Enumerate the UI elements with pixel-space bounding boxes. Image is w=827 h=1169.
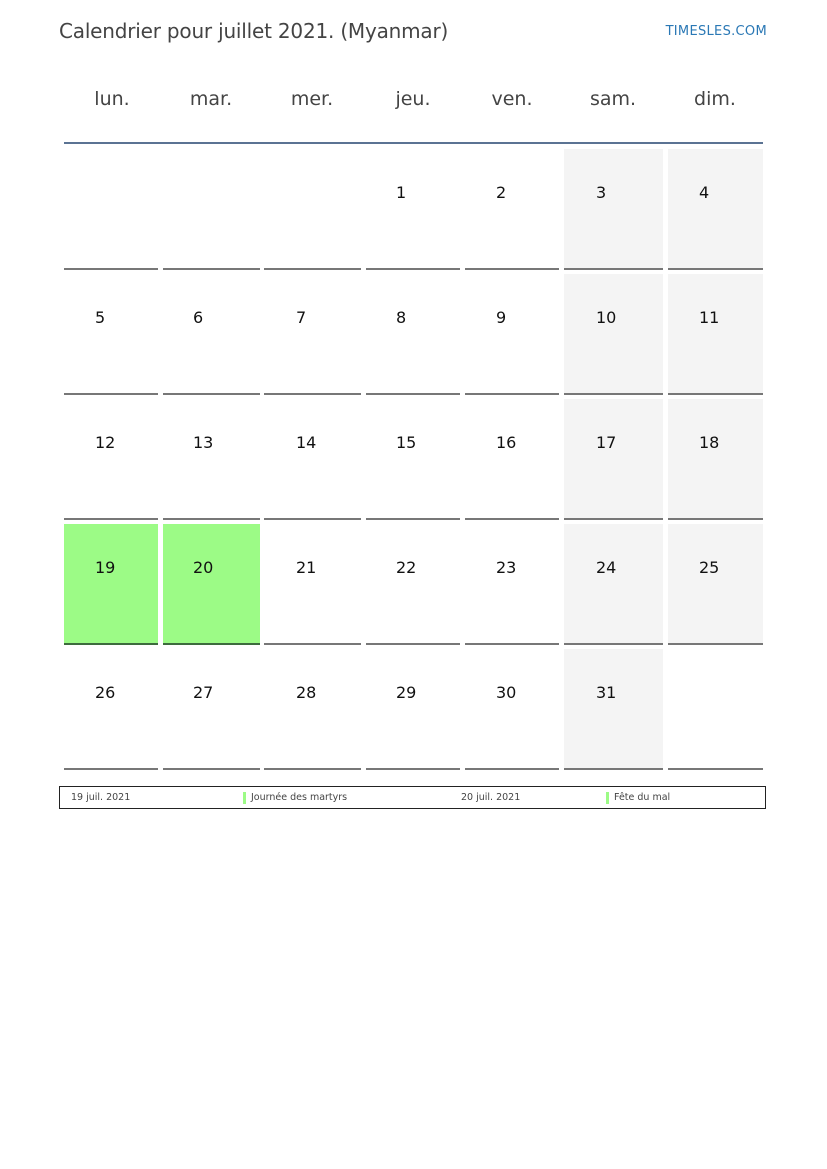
calendar-day-8 xyxy=(366,274,460,395)
day-number: 25 xyxy=(699,558,720,577)
day-number: 14 xyxy=(296,433,317,452)
calendar-day-29 xyxy=(366,649,460,770)
calendar-day-22 xyxy=(366,524,460,645)
page-title: Calendrier pour juillet 2021. (Myanmar) xyxy=(59,19,449,43)
calendar-day-21 xyxy=(264,524,361,645)
day-number: 23 xyxy=(496,558,517,577)
header-divider xyxy=(64,142,763,144)
holiday-color-swatch xyxy=(243,792,246,804)
calendar-day-19 xyxy=(64,524,158,645)
day-number: 5 xyxy=(95,308,106,327)
day-number: 8 xyxy=(396,308,407,327)
calendar-day-24 xyxy=(564,524,663,645)
calendar-day-2 xyxy=(465,149,559,270)
legend-holiday-name: Fête du mal xyxy=(614,792,671,803)
calendar-empty-cell xyxy=(668,649,763,770)
calendar-empty-cell xyxy=(163,149,260,270)
calendar-day-31 xyxy=(564,649,663,770)
calendar-day-27 xyxy=(163,649,260,770)
holiday-legend xyxy=(59,786,766,809)
day-number: 12 xyxy=(95,433,116,452)
calendar-day-26 xyxy=(64,649,158,770)
weekday-label: jeu. xyxy=(395,88,431,110)
legend-date: 19 juil. 2021 xyxy=(71,792,131,803)
calendar-day-13 xyxy=(163,399,260,520)
day-number: 9 xyxy=(496,308,507,327)
calendar-day-10 xyxy=(564,274,663,395)
day-number: 30 xyxy=(496,683,517,702)
calendar-day-28 xyxy=(264,649,361,770)
calendar-day-30 xyxy=(465,649,559,770)
day-number: 13 xyxy=(193,433,214,452)
day-number: 6 xyxy=(193,308,204,327)
calendar-day-23 xyxy=(465,524,559,645)
weekday-label: sam. xyxy=(589,88,637,110)
day-number: 3 xyxy=(596,183,607,202)
calendar-day-6 xyxy=(163,274,260,395)
weekday-label: ven. xyxy=(491,88,533,110)
calendar-day-1 xyxy=(366,149,460,270)
calendar-day-9 xyxy=(465,274,559,395)
day-number: 28 xyxy=(296,683,317,702)
weekday-label: mar. xyxy=(189,88,233,110)
day-number: 31 xyxy=(596,683,617,702)
day-number: 29 xyxy=(396,683,417,702)
calendar-day-14 xyxy=(264,399,361,520)
calendar-day-18 xyxy=(668,399,763,520)
calendar-empty-cell xyxy=(264,149,361,270)
calendar-day-15 xyxy=(366,399,460,520)
weekday-label: lun. xyxy=(94,88,130,110)
legend-date: 20 juil. 2021 xyxy=(461,792,521,803)
weekday-label: dim. xyxy=(694,88,736,110)
legend-holiday-name: Journée des martyrs xyxy=(251,792,348,803)
day-number: 22 xyxy=(396,558,417,577)
weekday-label: mer. xyxy=(290,88,334,110)
calendar-empty-cell xyxy=(64,149,158,270)
calendar-day-5 xyxy=(64,274,158,395)
day-number: 11 xyxy=(699,308,720,327)
day-number: 27 xyxy=(193,683,214,702)
day-number: 2 xyxy=(496,183,507,202)
day-number: 19 xyxy=(95,558,116,577)
weekday-header-row xyxy=(64,88,763,120)
calendar-day-16 xyxy=(465,399,559,520)
day-number: 21 xyxy=(296,558,317,577)
day-number: 24 xyxy=(596,558,617,577)
day-number: 7 xyxy=(296,308,307,327)
day-number: 10 xyxy=(596,308,617,327)
day-number: 20 xyxy=(193,558,214,577)
day-number: 15 xyxy=(396,433,417,452)
calendar-day-12 xyxy=(64,399,158,520)
calendar-day-3 xyxy=(564,149,663,270)
day-number: 1 xyxy=(396,183,407,202)
brand-link[interactable]: TIMESLES.COM xyxy=(665,24,767,39)
holiday-color-swatch xyxy=(606,792,609,804)
day-number: 16 xyxy=(496,433,517,452)
calendar-day-17 xyxy=(564,399,663,520)
calendar-day-7 xyxy=(264,274,361,395)
calendar-day-11 xyxy=(668,274,763,395)
calendar-day-25 xyxy=(668,524,763,645)
day-number: 18 xyxy=(699,433,720,452)
calendar-day-4 xyxy=(668,149,763,270)
day-number: 4 xyxy=(699,183,710,202)
day-number: 17 xyxy=(596,433,617,452)
calendar-day-20 xyxy=(163,524,260,645)
day-number: 26 xyxy=(95,683,116,702)
